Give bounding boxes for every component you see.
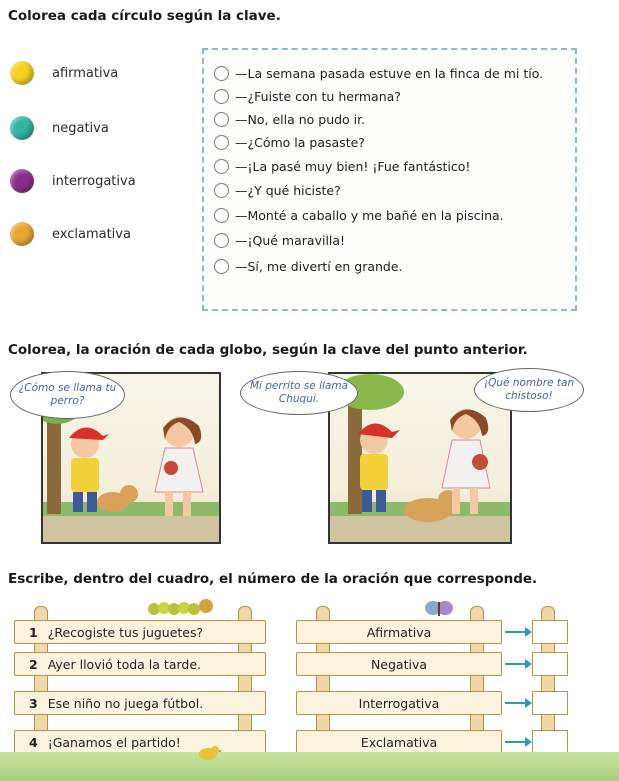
sentence-text: ¿Recogiste tus juguetes? (47, 624, 204, 640)
dialogue-text: —¡Qué maravilla! (235, 232, 346, 248)
grass-strip (0, 752, 619, 781)
type-label: Interrogativa (358, 695, 440, 711)
dialogue-line (214, 255, 403, 277)
dialogue-line (214, 179, 341, 201)
bubble-text: ¿Cómo se llama tu perro? (18, 381, 117, 407)
color-circle-input[interactable] (214, 208, 229, 223)
type-plank (296, 620, 502, 644)
type-label: Negativa (370, 656, 428, 672)
dialogue-text: —Monté a caballo y me bañé en la piscina. (235, 207, 504, 223)
sentence-number: 4 (29, 734, 38, 750)
caterpillar-icon (146, 598, 216, 616)
dialogue-line (214, 85, 401, 107)
key-label: afirmativa (52, 65, 119, 81)
type-plank (296, 691, 502, 715)
answer-box-input[interactable] (532, 652, 568, 676)
dialogue-line (214, 155, 470, 177)
arrow-icon (505, 631, 527, 633)
answer-box-input[interactable] (532, 730, 568, 754)
purple-circle-icon (10, 169, 34, 193)
sentence-plank (14, 691, 266, 715)
speech-bubble-3[interactable] (474, 368, 584, 412)
dialogue-text: —¿Y qué hiciste? (235, 182, 341, 198)
key-item-interrogativa (10, 166, 136, 196)
type-plank (296, 652, 502, 676)
arrow-icon (505, 663, 527, 665)
key-item-afirmativa (10, 58, 118, 88)
answer-box-input[interactable] (532, 691, 568, 715)
color-circle-input[interactable] (214, 259, 229, 274)
key-label: interrogativa (52, 173, 136, 189)
sentence-plank (14, 620, 266, 644)
bubble-text: ¡Qué nombre tan chistoso! (483, 376, 575, 402)
color-circle-input[interactable] (214, 233, 229, 248)
type-label: Exclamativa (360, 734, 438, 750)
dialogue-text: —Sí, me divertí en grande. (235, 258, 403, 274)
yellow-circle-icon (10, 61, 34, 85)
teal-circle-icon (10, 116, 34, 140)
dialogue-text: —¿Cómo la pasaste? (235, 134, 365, 150)
speech-bubble-1[interactable] (10, 371, 125, 419)
color-circle-input[interactable] (214, 183, 229, 198)
section-3-heading: Escribe, dentro del cuadro, el número de la oración que corresponde. (8, 571, 538, 587)
dialogue-box (202, 48, 577, 311)
key-label: exclamativa (52, 226, 131, 242)
butterfly-icon (424, 598, 454, 620)
dialogue-line (214, 131, 365, 153)
key-item-exclamativa (10, 219, 131, 249)
dialogue-line (214, 62, 543, 84)
sentence-plank (14, 730, 266, 754)
color-circle-input[interactable] (214, 135, 229, 150)
sentence-number: 2 (29, 656, 38, 672)
dialogue-text: —¡La pasé muy bien! ¡Fue fantástico! (235, 158, 471, 174)
sentence-number: 3 (29, 695, 38, 711)
color-circle-input[interactable] (214, 112, 229, 127)
type-plank (296, 730, 502, 754)
dialogue-text: —La semana pasada estuve en la finca de mi tío. (235, 65, 544, 81)
dialogue-text: —No, ella no pudo ir. (235, 111, 366, 127)
sentence-text: Ayer llovió toda la tarde. (47, 656, 201, 672)
bubble-text: Mi perrito se llama Chuqui. (249, 379, 349, 405)
color-circle-input[interactable] (214, 89, 229, 104)
speech-bubble-2[interactable] (240, 371, 358, 415)
color-circle-input[interactable] (214, 66, 229, 81)
dialogue-line (214, 204, 504, 226)
dialogue-line (214, 229, 345, 251)
sentence-number: 1 (29, 624, 38, 640)
key-label: negativa (52, 120, 109, 136)
arrow-icon (505, 702, 527, 704)
sentence-text: Ese niño no juega fútbol. (47, 695, 204, 711)
type-label: Afirmativa (366, 624, 432, 640)
color-circle-input[interactable] (214, 159, 229, 174)
sentence-plank (14, 652, 266, 676)
dialogue-text: —¿Fuiste con tu hermana? (235, 88, 401, 104)
arrow-icon (505, 741, 527, 743)
bird-icon (196, 744, 222, 762)
section-2-heading: Colorea, la oración de cada globo, según la clave del punto anterior. (8, 342, 528, 358)
sentence-text: ¡Ganamos el partido! (47, 734, 181, 750)
dialogue-line (214, 108, 365, 130)
section-1-heading: Colorea cada círculo según la clave. (8, 8, 281, 24)
key-item-negativa (10, 113, 109, 143)
answer-box-input[interactable] (532, 620, 568, 644)
orange-circle-icon (10, 222, 34, 246)
